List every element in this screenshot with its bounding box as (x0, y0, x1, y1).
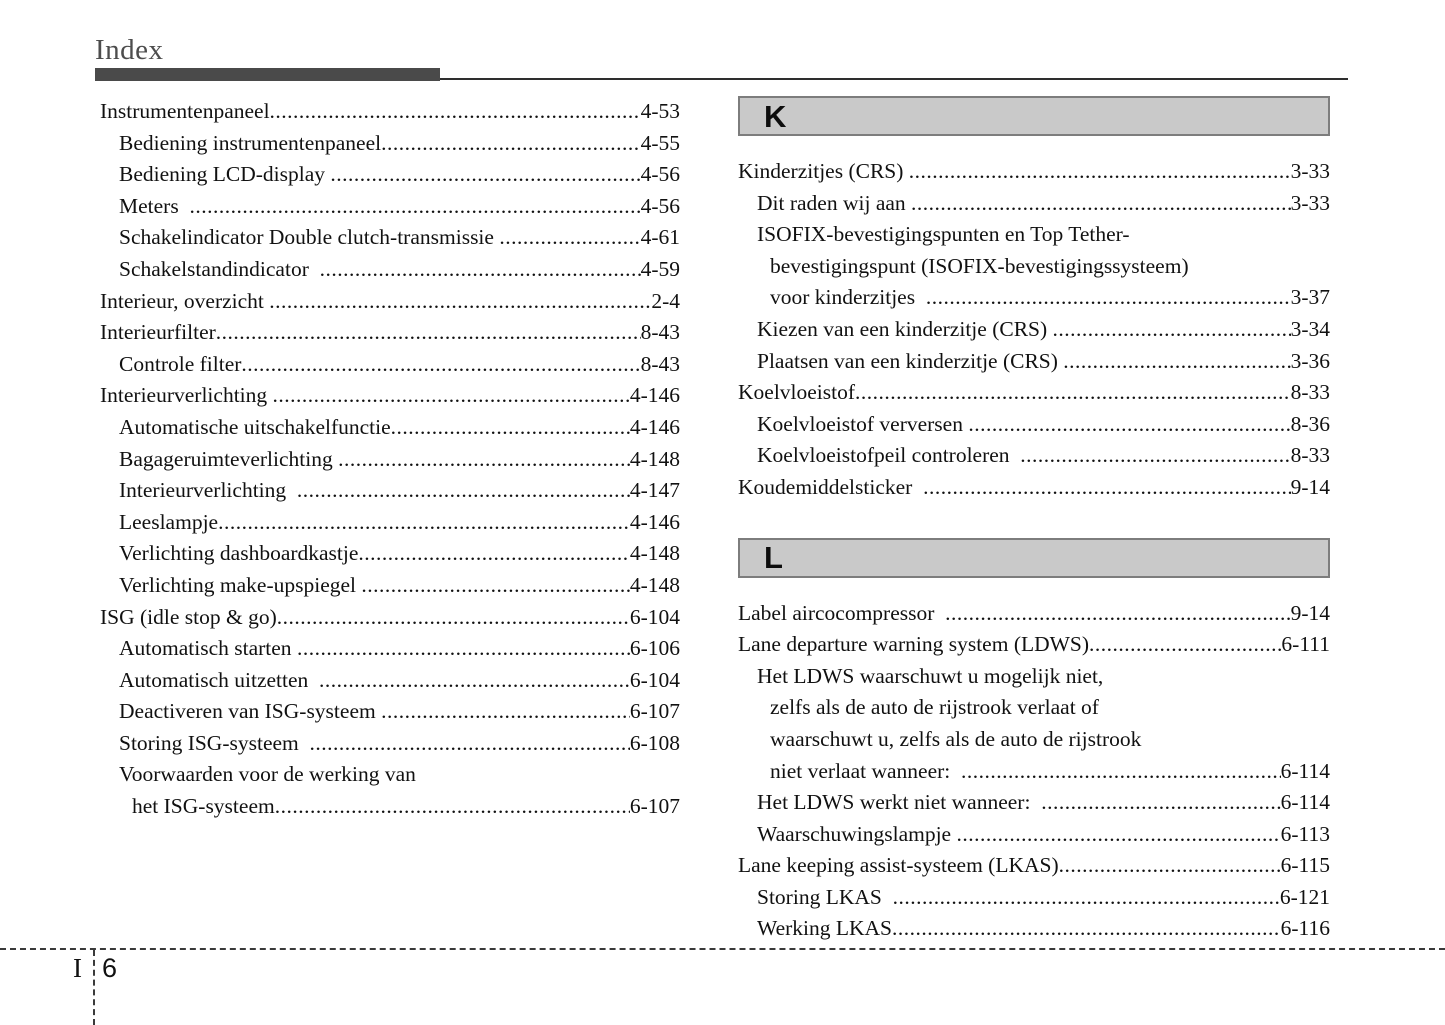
index-entry (738, 692, 1330, 724)
entry-label: zelfs als de auto de rijstrook verlaat of (770, 695, 1099, 720)
entry-page-number: 4-146 (629, 509, 680, 534)
entry-label: niet verlaat wanneer: (770, 758, 962, 783)
entry-page-number: 6-111 (1281, 632, 1330, 657)
entry-page-number: 6-106 (629, 636, 680, 661)
entry-label: Automatisch starten (119, 636, 297, 661)
dot-leader (923, 472, 1290, 504)
entry-page-number: 6-116 (1280, 916, 1330, 941)
entry-label: Schakelstandindicator (119, 256, 320, 281)
dot-leader (945, 598, 1290, 630)
index-column-right (738, 96, 1330, 945)
index-entry (738, 472, 1330, 504)
entry-label: Interieurverlichting (100, 383, 273, 408)
footer-section-letter: I (73, 953, 82, 983)
entry-page-number: 8-36 (1290, 411, 1330, 436)
entry-label: Koelvloeistof verversen (757, 411, 969, 436)
entry-page-number: 6-114 (1280, 758, 1330, 783)
entry-label: bevestigingspunt (ISOFIX-bevestigingssysteem) (770, 253, 1189, 278)
dot-leader (297, 633, 630, 665)
entry-page-number: 4-146 (629, 383, 680, 408)
entry-label: waarschuwt u, zelfs als de auto de rijstrook (770, 726, 1142, 751)
entry-label: ISG (idle stop & go) (100, 604, 277, 629)
entry-label: Voorwaarden voor de werking van (119, 762, 416, 787)
dot-leader (330, 159, 640, 191)
entry-label: Verlichting dashboardkastje (119, 541, 359, 566)
entry-label: Koelvloeistofpeil controleren (757, 443, 1021, 468)
dot-leader (273, 380, 630, 412)
dot-leader (855, 377, 1291, 409)
section-header-L (738, 538, 1330, 578)
entry-label: Bagageruimteverlichting (119, 446, 339, 471)
index-entry (738, 850, 1330, 882)
index-entry (100, 286, 680, 318)
entry-page-number: 3-33 (1290, 159, 1330, 183)
index-entry (738, 251, 1330, 283)
header-rule (95, 68, 1348, 82)
entry-page-number: 6-115 (1280, 853, 1330, 878)
entry-label: Koelvloeistof (738, 380, 856, 405)
index-entry (738, 819, 1330, 851)
dot-leader (499, 222, 640, 254)
entry-page-number: 4-146 (629, 414, 680, 439)
entry-label: Het LDWS waarschuwt u mogelijk niet, (757, 663, 1104, 688)
entry-page-number: 9-14 (1290, 474, 1330, 499)
index-entry (738, 756, 1330, 788)
entry-label: Lane departure warning system (LDWS) (738, 632, 1090, 657)
index-entry (738, 882, 1330, 914)
index-entry (100, 538, 680, 570)
entry-label: Koudemiddelsticker (738, 474, 924, 499)
dot-leader (320, 254, 641, 286)
dot-leader (310, 728, 630, 760)
entry-label: Schakelindicator Double clutch-transmissie (119, 225, 500, 250)
entry-page-number: 4-148 (629, 541, 680, 566)
entry-label: Verlichting make-upspiegel (119, 572, 362, 597)
entry-label: Interieurfilter (100, 320, 216, 345)
entry-label: Automatische uitschakelfunctie (119, 414, 391, 439)
index-entry-list (738, 156, 1330, 504)
entry-page-number: 2-4 (651, 288, 680, 313)
entry-page-number: 6-113 (1280, 821, 1330, 846)
dot-leader (241, 349, 640, 381)
entry-page-number: 3-33 (1290, 190, 1330, 215)
entry-label: Lane keeping assist-systeem (LKAS) (738, 853, 1059, 878)
dot-leader (189, 191, 640, 223)
index-entry (100, 128, 680, 160)
index-entry (100, 791, 680, 823)
entry-page-number: 4-148 (629, 572, 680, 597)
entry-page-number: 4-147 (629, 478, 680, 503)
dot-leader (338, 444, 630, 476)
index-entry (738, 346, 1330, 378)
footer-dashed-line (0, 948, 1445, 950)
dot-leader (391, 412, 630, 444)
index-entry (738, 219, 1330, 251)
dot-leader (1059, 850, 1281, 882)
entry-page-number: 8-33 (1290, 443, 1330, 468)
entry-label: Waarschuwingslampje (757, 821, 957, 846)
entry-label: Bediening LCD-display (119, 162, 331, 187)
dot-leader (218, 507, 630, 539)
entry-page-number: 9-14 (1290, 600, 1330, 625)
entry-page-number: 8-33 (1290, 380, 1330, 405)
index-entry-list (738, 598, 1330, 946)
index-entry (738, 409, 1330, 441)
index-entry (100, 728, 680, 760)
index-entry (100, 96, 680, 128)
dot-leader (1053, 314, 1291, 346)
dot-leader (956, 819, 1280, 851)
index-entry (100, 254, 680, 286)
index-entry (100, 633, 680, 665)
entry-label: Interieur, overzicht (100, 288, 270, 313)
dot-leader (1020, 440, 1290, 472)
entry-page-number: 8-43 (640, 351, 680, 376)
index-entry (738, 598, 1330, 630)
dot-leader (893, 882, 1280, 914)
entry-page-number: 6-107 (629, 699, 680, 724)
dot-leader (269, 286, 651, 318)
dot-leader (911, 188, 1291, 220)
index-entry (738, 377, 1330, 409)
index-section-L (738, 538, 1330, 946)
dot-leader (275, 791, 630, 823)
entry-label: Dit raden wij aan (757, 190, 912, 215)
footer-page-number: 6 (102, 953, 118, 983)
entry-page-number: 3-37 (1290, 285, 1330, 310)
index-entry (100, 507, 680, 539)
index-entry (738, 282, 1330, 314)
entry-page-number: 6-121 (1279, 884, 1330, 909)
dot-leader (1041, 787, 1280, 819)
index-entry (100, 412, 680, 444)
index-entry (100, 159, 680, 191)
dot-leader (1063, 346, 1290, 378)
entry-label: Label aircocompressor (738, 600, 946, 625)
entry-page-number: 4-61 (640, 225, 680, 250)
entry-label: Controle filter (119, 351, 242, 376)
entry-label: Werking LKAS (757, 916, 893, 941)
dot-leader (381, 696, 630, 728)
entry-label: Kinderzitjes (CRS) (738, 159, 909, 183)
dot-leader (216, 317, 641, 349)
index-entry (100, 349, 680, 381)
entry-page-number: 4-59 (640, 256, 680, 281)
index-column-left (100, 96, 680, 823)
dot-leader (297, 475, 630, 507)
dot-leader (909, 156, 1291, 188)
dot-leader (358, 538, 629, 570)
index-entry (100, 665, 680, 697)
index-entry (738, 440, 1330, 472)
index-section-K (738, 96, 1330, 504)
dot-leader (270, 96, 641, 128)
index-entry (738, 661, 1330, 693)
section-header-K (738, 96, 1330, 136)
entry-label: Automatisch uitzetten (119, 667, 320, 692)
index-entry (100, 380, 680, 412)
entry-label: Bediening instrumentenpaneel (119, 130, 382, 155)
index-entry (100, 602, 680, 634)
index-entry (100, 222, 680, 254)
dot-leader (926, 282, 1291, 314)
section-letter: L (764, 540, 783, 576)
page-title: Index (95, 34, 164, 66)
entry-page-number: 8-43 (640, 320, 680, 345)
index-entry (100, 444, 680, 476)
dot-leader (961, 756, 1281, 788)
index-entry (100, 759, 680, 791)
page-header (95, 36, 1348, 82)
index-entry (100, 191, 680, 223)
entry-page-number: 4-56 (640, 193, 680, 218)
index-entry (100, 475, 680, 507)
entry-page-number: 6-108 (629, 730, 680, 755)
dot-leader (968, 409, 1290, 441)
entry-label: ISOFIX-bevestigingspunten en Top Tether- (757, 222, 1130, 247)
entry-label: het ISG-systeem (132, 794, 275, 819)
dot-leader (892, 913, 1281, 945)
entry-label: Deactiveren van ISG-systeem (119, 699, 382, 724)
dot-leader (381, 128, 640, 160)
entry-page-number: 6-104 (629, 667, 680, 692)
entry-page-number: 4-148 (629, 446, 680, 471)
index-entry (100, 317, 680, 349)
entry-label: Storing LKAS (757, 884, 893, 909)
entry-page-number: 3-34 (1290, 316, 1330, 341)
entry-page-number: 3-36 (1290, 348, 1330, 373)
entry-label: Plaatsen van een kinderzitje (CRS) (757, 348, 1064, 373)
entry-label: Kiezen van een kinderzitje (CRS) (757, 316, 1053, 341)
footer-vertical-dashed-line (93, 950, 95, 1025)
index-entry (738, 156, 1330, 188)
entry-page-number: 4-53 (640, 99, 680, 123)
index-entry (738, 913, 1330, 945)
index-entry (738, 188, 1330, 220)
entry-label: Storing ISG-systeem (119, 730, 310, 755)
header-thick-bar (95, 68, 440, 81)
entry-label: Instrumentenpaneel (100, 99, 270, 123)
index-entry (100, 570, 680, 602)
entry-page-number: 6-104 (629, 604, 680, 629)
dot-leader (361, 570, 629, 602)
section-letter: K (764, 98, 787, 134)
entry-page-number: 6-107 (629, 794, 680, 819)
index-entry (738, 314, 1330, 346)
index-entry (738, 629, 1330, 661)
dot-leader (277, 602, 630, 634)
entry-label: voor kinderzitjes (770, 285, 926, 310)
entry-label: Leeslampje (119, 509, 219, 534)
entry-page-number: 4-56 (640, 162, 680, 187)
index-entry (738, 787, 1330, 819)
dot-leader (1089, 629, 1281, 661)
entry-page-number: 4-55 (640, 130, 680, 155)
entry-label: Het LDWS werkt niet wanneer: (757, 790, 1042, 815)
dot-leader (319, 665, 630, 697)
index-entry (100, 696, 680, 728)
index-entry-list (100, 96, 680, 823)
index-entry (738, 724, 1330, 756)
entry-label: Meters (119, 193, 190, 218)
entry-label: Interieurverlichting (119, 478, 297, 503)
entry-page-number: 6-114 (1280, 790, 1330, 815)
